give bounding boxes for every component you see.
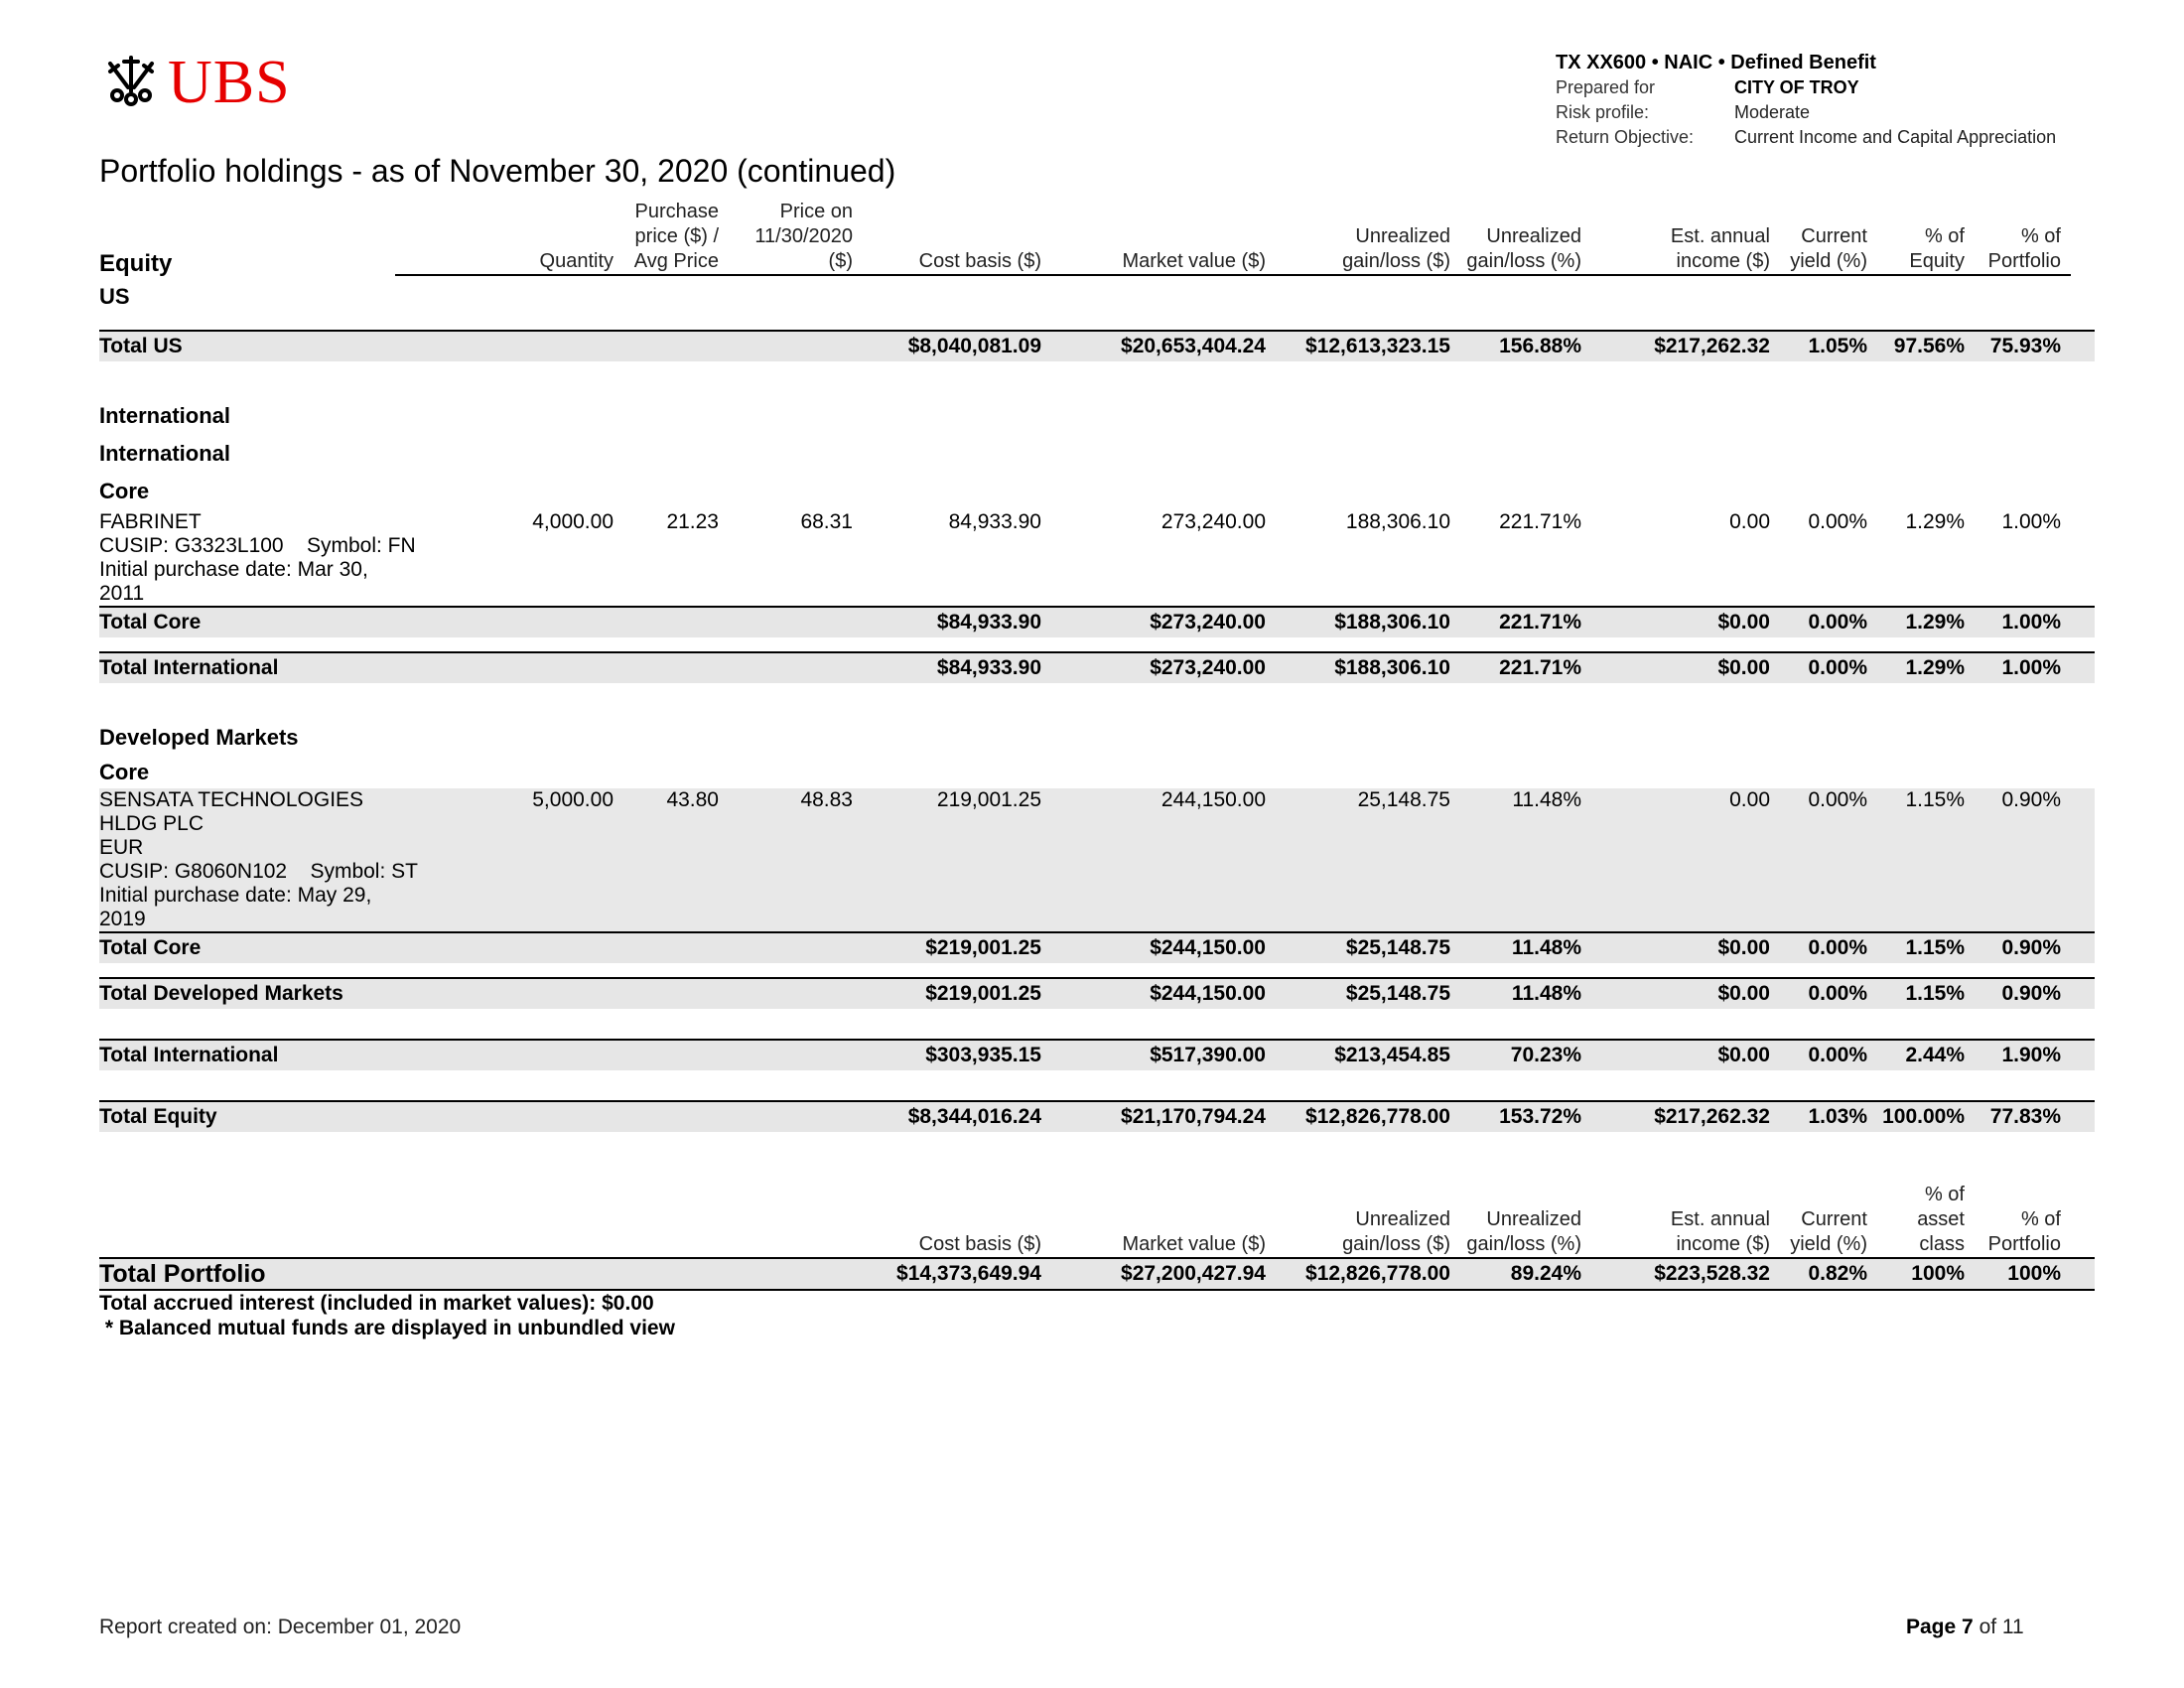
- cell-gl: 25,148.75: [1357, 788, 1450, 811]
- meta-value: Current Income and Capital Appreciation: [1734, 127, 2057, 147]
- table-header: [99, 199, 2095, 278]
- cell-gl: $25,148.75: [1345, 982, 1450, 1005]
- cell-yield: 0.00%: [1808, 982, 1867, 1005]
- cell-income: $223,528.32: [1654, 1262, 1770, 1285]
- group-label-core: [99, 473, 2095, 510]
- cell-pct-eq: 1.15%: [1905, 936, 1965, 959]
- cell-cost: $14,373,649.94: [896, 1262, 1041, 1285]
- cell-pct-port: 1.00%: [2001, 611, 2061, 633]
- accrued-interest-note: Total accrued interest (included in market values): $0.00: [99, 1292, 654, 1315]
- cell-gl-pct: 153.72%: [1499, 1105, 1581, 1128]
- brand-name: UBS: [168, 49, 291, 116]
- cell-gl: $12,826,778.00: [1305, 1105, 1450, 1128]
- col-est-income: Est. annual income ($): [1591, 224, 1780, 276]
- cell-gl: $188,306.10: [1334, 656, 1450, 679]
- cell-income: $217,262.32: [1654, 1105, 1770, 1128]
- cell-pct-port: 1.00%: [2001, 656, 2061, 679]
- group-label: International: [99, 441, 231, 466]
- cell-pct-eq: 1.29%: [1905, 656, 1965, 679]
- total-row-portfolio: [99, 1257, 2095, 1289]
- cell-pct-eq: 1.15%: [1905, 788, 1965, 811]
- cell-price: 68.31: [800, 510, 853, 533]
- page-total: of 11: [1979, 1616, 2024, 1638]
- report-created-date: Report created on: December 01, 2020: [99, 1616, 462, 1638]
- cell-gl-pct: 221.71%: [1499, 656, 1581, 679]
- cell-cost: $219,001.25: [925, 936, 1041, 959]
- total-label: Total Equity: [99, 1105, 217, 1128]
- cell-pct-eq: 1.29%: [1905, 510, 1965, 533]
- cell-gl: $213,454.85: [1334, 1044, 1450, 1066]
- cell-gl: $12,613,323.15: [1305, 335, 1450, 357]
- cell-qty: 5,000.00: [532, 788, 614, 811]
- security-initial-date: Initial purchase date: Mar 30, 2011: [99, 558, 368, 605]
- total-row-international: [99, 651, 2095, 683]
- cell-income: $0.00: [1717, 936, 1770, 959]
- report-meta: [1556, 50, 2056, 150]
- cell-pct-port: 100%: [2007, 1262, 2061, 1285]
- cell-yield: 1.03%: [1808, 1105, 1867, 1128]
- col-current-yield: Current yield (%): [1780, 224, 1877, 276]
- cell-cost: $84,933.90: [936, 656, 1041, 679]
- cell-market: 273,240.00: [1160, 510, 1266, 533]
- col-pct-asset-class: % of asset class: [1917, 1184, 1965, 1255]
- cell-cost: $8,344,016.24: [907, 1105, 1041, 1128]
- cell-pct-port: 1.00%: [2001, 510, 2061, 533]
- cell-pct-port: 0.90%: [2001, 788, 2061, 811]
- col-unrealized-pct: Unrealized gain/loss (%): [1466, 1208, 1581, 1255]
- cell-cost: $84,933.90: [936, 611, 1041, 633]
- col-pct-portfolio: % of Portfolio: [1975, 224, 2071, 276]
- holding-row-fabrinet: [99, 510, 2095, 606]
- group-label-international-sub: [99, 435, 2095, 473]
- security-cusip: CUSIP: G3323L100 Symbol: FN: [99, 534, 416, 557]
- security-name: SENSATA TECHNOLOGIES HLDG PLC: [99, 788, 364, 835]
- holding-name: [99, 788, 418, 931]
- col-cost-basis: Cost basis ($): [863, 249, 1051, 276]
- page-current: 7: [1962, 1616, 1974, 1638]
- total-label: Total US: [99, 335, 183, 357]
- cell-gl: $188,306.10: [1334, 611, 1450, 633]
- page-number: [1906, 1616, 2024, 1639]
- col-current-yield: Current yield (%): [1790, 1208, 1867, 1255]
- account-headline: TX XX600 • NAIC • Defined Benefit: [1556, 52, 1876, 73]
- cell-gl-pct: 11.48%: [1512, 788, 1581, 811]
- total-label: Total Developed Markets: [99, 982, 343, 1005]
- cell-gl: 188,306.10: [1345, 510, 1450, 533]
- total-row-us: [99, 330, 2095, 361]
- col-est-income: Est. annual income ($): [1670, 1208, 1770, 1255]
- group-label-us: [99, 278, 2095, 316]
- total-label: Total International: [99, 656, 279, 679]
- cell-market: $27,200,427.94: [1121, 1262, 1266, 1285]
- group-label-core: [99, 757, 2095, 788]
- col-quantity: Quantity: [395, 249, 623, 276]
- cell-income: 0.00: [1729, 510, 1770, 533]
- cell-market: $273,240.00: [1150, 611, 1266, 633]
- group-label: Developed Markets: [99, 725, 299, 750]
- col-unrealized-gl: Unrealized gain/loss ($): [1276, 224, 1460, 276]
- cell-market: $21,170,794.24: [1121, 1105, 1266, 1128]
- col-unrealized-pct: Unrealized gain/loss (%): [1460, 224, 1591, 276]
- col-pct-portfolio: % of Portfolio: [1987, 1208, 2061, 1255]
- cell-yield: 0.00%: [1808, 1044, 1867, 1066]
- cell-income: 0.00: [1729, 788, 1770, 811]
- cell-purchase-price: 21.23: [666, 510, 719, 533]
- summary-header: [99, 1154, 2095, 1257]
- cell-yield: 0.00%: [1808, 936, 1867, 959]
- group-label: International: [99, 403, 231, 428]
- balanced-funds-note: * Balanced mutual funds are displayed in unbundled view: [99, 1317, 675, 1339]
- section-label-equity: Equity: [99, 250, 173, 277]
- total-label: Total Core: [99, 611, 202, 633]
- cell-pct-eq: 1.29%: [1905, 611, 1965, 633]
- total-row-international: [99, 1039, 2095, 1070]
- total-row-equity: [99, 1100, 2095, 1132]
- meta-label: Prepared for: [1556, 77, 1656, 97]
- cell-gl-pct: 221.71%: [1499, 611, 1581, 633]
- group-label: Core: [99, 479, 150, 503]
- cell-cost: $219,001.25: [925, 982, 1041, 1005]
- col-market-value: Market value ($): [1051, 249, 1276, 276]
- cell-cost: 219,001.25: [936, 788, 1041, 811]
- meta-row-prepared-for: [1556, 75, 2056, 100]
- cell-price: 48.83: [800, 788, 853, 811]
- total-row-core: [99, 606, 2095, 637]
- security-cusip: CUSIP: G8060N102 Symbol: ST: [99, 860, 418, 883]
- cell-pct-port: 1.90%: [2001, 1044, 2061, 1066]
- cell-market: 244,150.00: [1160, 788, 1266, 811]
- total-label: Total International: [99, 1044, 279, 1066]
- meta-label: Risk profile:: [1556, 102, 1650, 122]
- cell-yield: 0.00%: [1808, 788, 1867, 811]
- cell-cost: $8,040,081.09: [907, 335, 1041, 357]
- cell-pct-port: 0.90%: [2001, 982, 2061, 1005]
- security-name-line2: EUR: [99, 836, 144, 859]
- cell-yield: 0.00%: [1808, 611, 1867, 633]
- cell-pct-port: 75.93%: [1989, 335, 2061, 357]
- cell-market: $244,150.00: [1150, 936, 1266, 959]
- holdings-table: [99, 199, 2095, 1340]
- cell-yield: 0.00%: [1808, 510, 1867, 533]
- group-label-developed-markets: [99, 719, 2095, 757]
- cell-gl: $12,826,778.00: [1305, 1262, 1450, 1285]
- meta-label: Return Objective:: [1556, 127, 1695, 147]
- cell-yield: 0.82%: [1808, 1262, 1867, 1285]
- cell-gl: $25,148.75: [1345, 936, 1450, 959]
- ubs-logo: [102, 49, 291, 116]
- cell-yield: 0.00%: [1808, 656, 1867, 679]
- security-name: FABRINET: [99, 510, 202, 533]
- cell-market: $244,150.00: [1150, 982, 1266, 1005]
- cell-yield: 1.05%: [1808, 335, 1867, 357]
- col-unrealized-gl: Unrealized gain/loss ($): [1342, 1208, 1450, 1255]
- cell-pct-eq: 100.00%: [1882, 1105, 1965, 1128]
- cell-gl-pct: 221.71%: [1499, 510, 1581, 533]
- col-pct-equity: % of Equity: [1877, 224, 1975, 276]
- meta-value: CITY OF TROY: [1734, 77, 1859, 97]
- cell-gl-pct: 11.48%: [1511, 936, 1581, 959]
- cell-pct-port: 77.83%: [1989, 1105, 2061, 1128]
- group-label: US: [99, 284, 130, 309]
- meta-value: Moderate: [1734, 102, 1811, 122]
- cell-gl-pct: 70.23%: [1510, 1044, 1581, 1066]
- page-title: Portfolio holdings - as of November 30, 2020 (continued): [99, 153, 896, 189]
- cell-pct-eq: 1.15%: [1905, 982, 1965, 1005]
- holding-row-sensata: [99, 788, 2095, 931]
- total-row-developed-markets: [99, 977, 2095, 1009]
- security-initial-date: Initial purchase date: May 29, 2019: [99, 884, 372, 930]
- three-keys-icon: [102, 52, 160, 113]
- page-label: Page: [1906, 1616, 1957, 1638]
- cell-pct-asset: 100%: [1911, 1262, 1965, 1285]
- cell-gl-pct: 89.24%: [1510, 1262, 1581, 1285]
- total-label: Total Core: [99, 936, 202, 959]
- cell-market: $273,240.00: [1150, 656, 1266, 679]
- total-row-core: [99, 931, 2095, 963]
- cell-gl-pct: 156.88%: [1499, 335, 1581, 357]
- cell-qty: 4,000.00: [532, 510, 614, 533]
- col-purchase-price: Purchase price ($) / Avg Price: [623, 200, 729, 276]
- cell-pct-eq: 97.56%: [1893, 335, 1965, 357]
- cell-income: $0.00: [1717, 982, 1770, 1005]
- meta-row-risk-profile: [1556, 100, 2056, 125]
- group-label: Core: [99, 760, 150, 784]
- col-cost-basis: Cost basis ($): [918, 1233, 1041, 1255]
- cell-income: $0.00: [1717, 611, 1770, 633]
- cell-pct-port: 0.90%: [2001, 936, 2061, 959]
- col-market-value: Market value ($): [1122, 1233, 1266, 1255]
- meta-row-return-objective: [1556, 125, 2056, 150]
- cell-income: $0.00: [1717, 656, 1770, 679]
- cell-cost: 84,933.90: [948, 510, 1041, 533]
- cell-purchase-price: 43.80: [666, 788, 719, 811]
- cell-pct-eq: 2.44%: [1905, 1044, 1965, 1066]
- cell-gl-pct: 11.48%: [1511, 982, 1581, 1005]
- total-label: Total Portfolio: [99, 1259, 266, 1288]
- holding-name: [99, 510, 416, 606]
- col-price-on: Price on 11/30/2020 ($): [729, 200, 863, 276]
- cell-income: $217,262.32: [1654, 335, 1770, 357]
- cell-market: $517,390.00: [1150, 1044, 1266, 1066]
- cell-cost: $303,935.15: [925, 1044, 1041, 1066]
- cell-income: $0.00: [1717, 1044, 1770, 1066]
- group-label-international: [99, 397, 2095, 435]
- cell-market: $20,653,404.24: [1121, 335, 1266, 357]
